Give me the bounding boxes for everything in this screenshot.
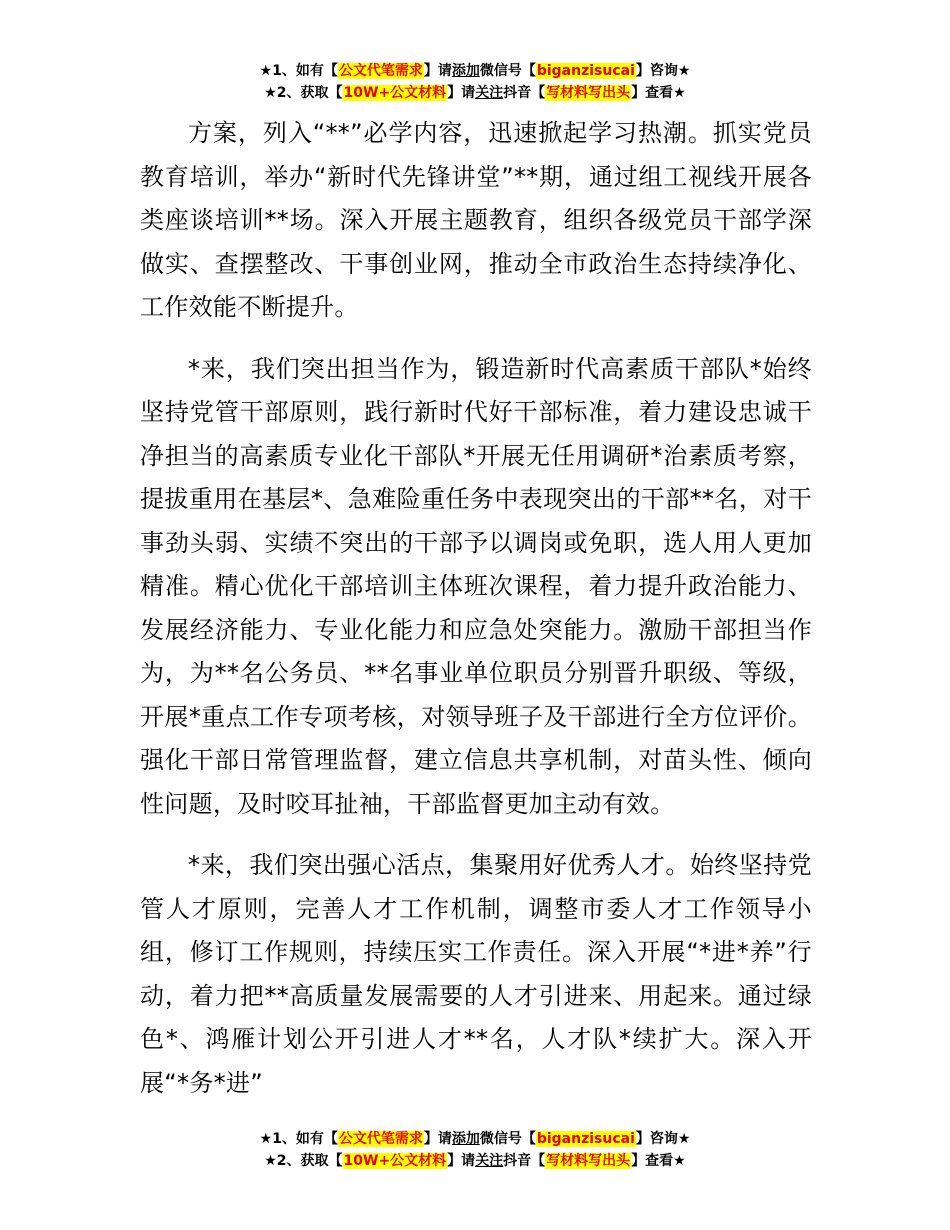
header-line-2-prefix: ★2、获取【 <box>264 85 343 101</box>
footer-highlight-ghostwriting: 公文代笔需求 <box>338 1131 423 1147</box>
footer-banner <box>0 1128 950 1172</box>
paragraph-1: 方案，列入“**”必学内容，迅速掀起学习热潮。抓实党员教育培训，举办“新时代先锋讲堂”**期，通过组工视线开展各类座谈培训**场。深入开展主题教育，组织各级党员干部学深做实、查摆整改、干事创业网，推动全市政治生态持续净化、工作效能不断提升。 <box>140 119 812 321</box>
header-banner <box>0 60 950 104</box>
header-line-2-suffix: 】查看★ <box>631 85 686 101</box>
header-highlight-douyin-account: 写材料写出头 <box>546 85 631 101</box>
footer-line-1-prefix: ★1、如有【 <box>259 1131 338 1147</box>
header-line-1-prefix: ★1、如有【 <box>259 63 338 79</box>
footer-line-2-middle: 】请 <box>447 1153 476 1169</box>
footer-line-1-suffix: 】咨询★ <box>635 1131 691 1147</box>
footer-line-2-suffix: 】查看★ <box>631 1153 686 1169</box>
footer-underlined-follow: 关注 <box>475 1153 504 1169</box>
header-highlight-wechat-id: biganzisucai <box>536 63 635 79</box>
header-underlined-add: 添加 <box>451 63 480 79</box>
header-highlight-materials: 10W+公文材料 <box>343 85 447 101</box>
header-line-1-suffix: 】咨询★ <box>635 63 691 79</box>
footer-line-1 <box>0 1128 950 1150</box>
header-line-2-douyin-label: 抖音【 <box>503 85 546 101</box>
footer-highlight-wechat-id: biganzisucai <box>536 1131 635 1147</box>
paragraph-2: *来，我们突出担当作为，锻造新时代高素质干部队*始终坚持党管干部原则，践行新时代好干部标准，着力建设忠诚干净担当的高素质专业化干部队*开展无任用调研*治素质考察，提拔重用在基层*、急难险重任务中表现突出的干部**名，对干事劲头弱、实绩不突出的干部予以调岗或免职，选人用人更加精准。精心优化干部培训主体班次课程，着力提升政治能力、发展经济能力、专业化能力和应急处突能力。激励干部担当作为，为**名公务员、**名事业单位职员分别晋升职级、等级，开展*重点工作专项考核，对领导班子及干部进行全方位评价。强化干部日常管理监督，建立信息共享机制，对苗头性、倾向性问题，及时咬耳扯袖，干部监督更加主动有效。 <box>140 354 812 818</box>
header-underlined-follow: 关注 <box>475 85 504 101</box>
header-line-1-wechat-label: 微信号【 <box>479 63 536 79</box>
header-line-2 <box>0 82 950 104</box>
header-highlight-ghostwriting: 公文代笔需求 <box>338 63 423 79</box>
footer-line-1-middle: 】请 <box>423 1131 452 1147</box>
header-line-2-middle: 】请 <box>447 85 476 101</box>
footer-line-2-douyin-label: 抖音【 <box>503 1153 546 1169</box>
header-line-1 <box>0 60 950 82</box>
footer-highlight-douyin-account: 写材料写出头 <box>546 1153 631 1169</box>
footer-line-2-prefix: ★2、获取【 <box>264 1153 343 1169</box>
document-body <box>140 112 812 1123</box>
header-line-1-middle: 】请 <box>423 63 452 79</box>
footer-line-2 <box>0 1150 950 1172</box>
footer-highlight-materials: 10W+公文材料 <box>343 1153 447 1169</box>
paragraph-3: *来，我们突出强心活点，集聚用好优秀人才。始终坚持党管人才原则，完善人才工作机制，调整市委人才工作领导小组，修订工作规则，持续压实工作责任。深入开展“*进*养”行动，着力把**高质量发展需要的人才引进来、用起来。通过绿色*、鸿雁计划公开引进人才**名，人才队*续扩大。深入开展“*务*进” <box>140 851 812 1097</box>
footer-underlined-add: 添加 <box>451 1131 480 1147</box>
footer-line-1-wechat-label: 微信号【 <box>479 1131 536 1147</box>
